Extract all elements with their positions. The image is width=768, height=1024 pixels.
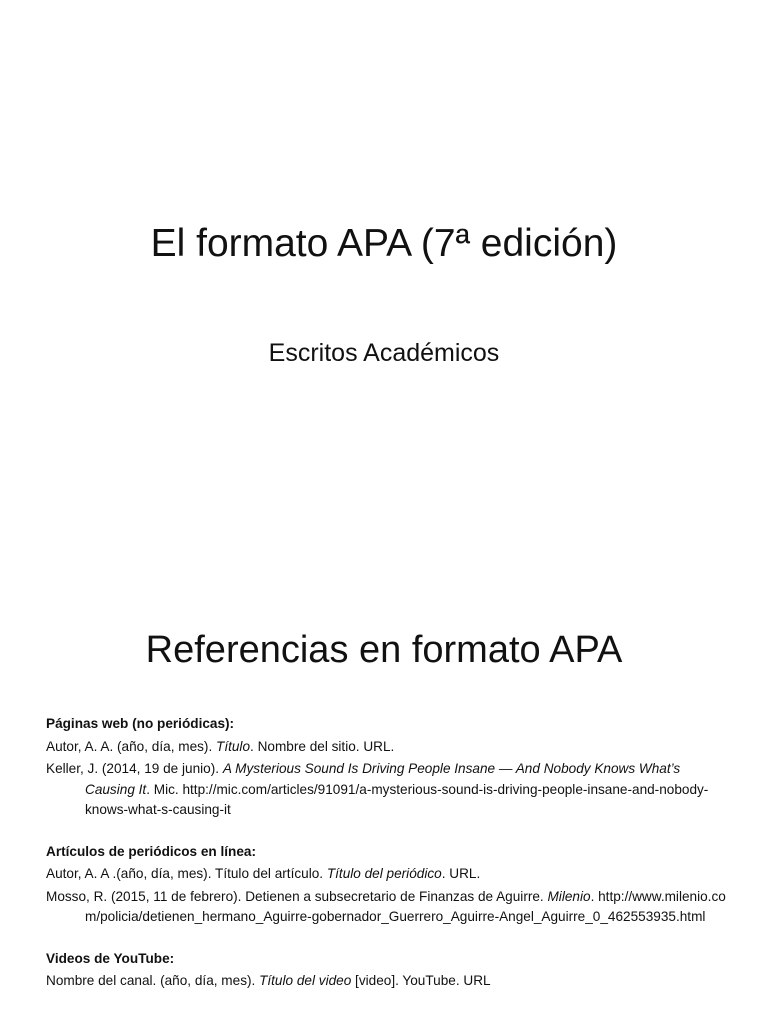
entry-text: Mosso, R. (2015, 11 de febrero). Detienen a subsecretario de Finanzas de Aguirre. <box>46 888 548 904</box>
entry-italic: Milenio <box>547 888 591 904</box>
slide-title: El formato APA (7ª edición) <box>150 222 618 265</box>
entry-text: Autor, A. A. (año, día, mes). <box>46 738 217 754</box>
entry-text: Keller, J. (2014, 19 de junio). <box>46 761 223 776</box>
entry-text: . URL. <box>441 866 481 881</box>
section-youtube-videos <box>46 949 726 992</box>
entry-text: . http://www.milenio.com/policia/detienen_hermano_Aguirre-gobernador_Guerrero_Aguirre-Angel_Aguirre_0_462553935.html <box>85 888 726 924</box>
references-list <box>46 714 726 1013</box>
section-heading: Videos de YouTube: <box>46 950 175 966</box>
section-heading: Artículos de periódicos en línea: <box>46 843 256 859</box>
entry-italic: Título del periódico <box>326 866 442 881</box>
entry-text: Autor, A. A .(año, día, mes). Título del artículo. <box>46 866 327 881</box>
section-online-newspapers <box>46 842 726 928</box>
references-slide <box>0 576 768 1024</box>
entry-text: . Nombre del sitio. URL. <box>250 738 395 754</box>
entry-italic: Título <box>216 738 251 754</box>
references-title: Referencias en formato APA <box>145 629 623 671</box>
entry-italic: Título del video <box>259 973 352 988</box>
entry-text: [video]. YouTube. URL <box>351 973 491 988</box>
reference-entry <box>46 864 726 885</box>
section-web-pages <box>46 714 726 821</box>
entry-italic: A Mysterious Sound Is Driving People Insane — And Nobody Knows What’s Causing It <box>85 761 681 797</box>
slide-subtitle: Escritos Académicos <box>268 339 500 367</box>
entry-text: Nombre del canal. (año, día, mes). <box>46 973 260 988</box>
reference-entry <box>46 971 726 992</box>
reference-entry <box>46 737 726 758</box>
reference-entry <box>46 759 726 821</box>
section-heading: Páginas web (no periódicas): <box>46 716 235 731</box>
reference-entry <box>46 887 726 928</box>
entry-text: . Mic. http://mic.com/articles/91091/a-mysterious-sound-is-driving-people-insane-and-nobody-knows-what-s-causing-it <box>85 781 709 817</box>
